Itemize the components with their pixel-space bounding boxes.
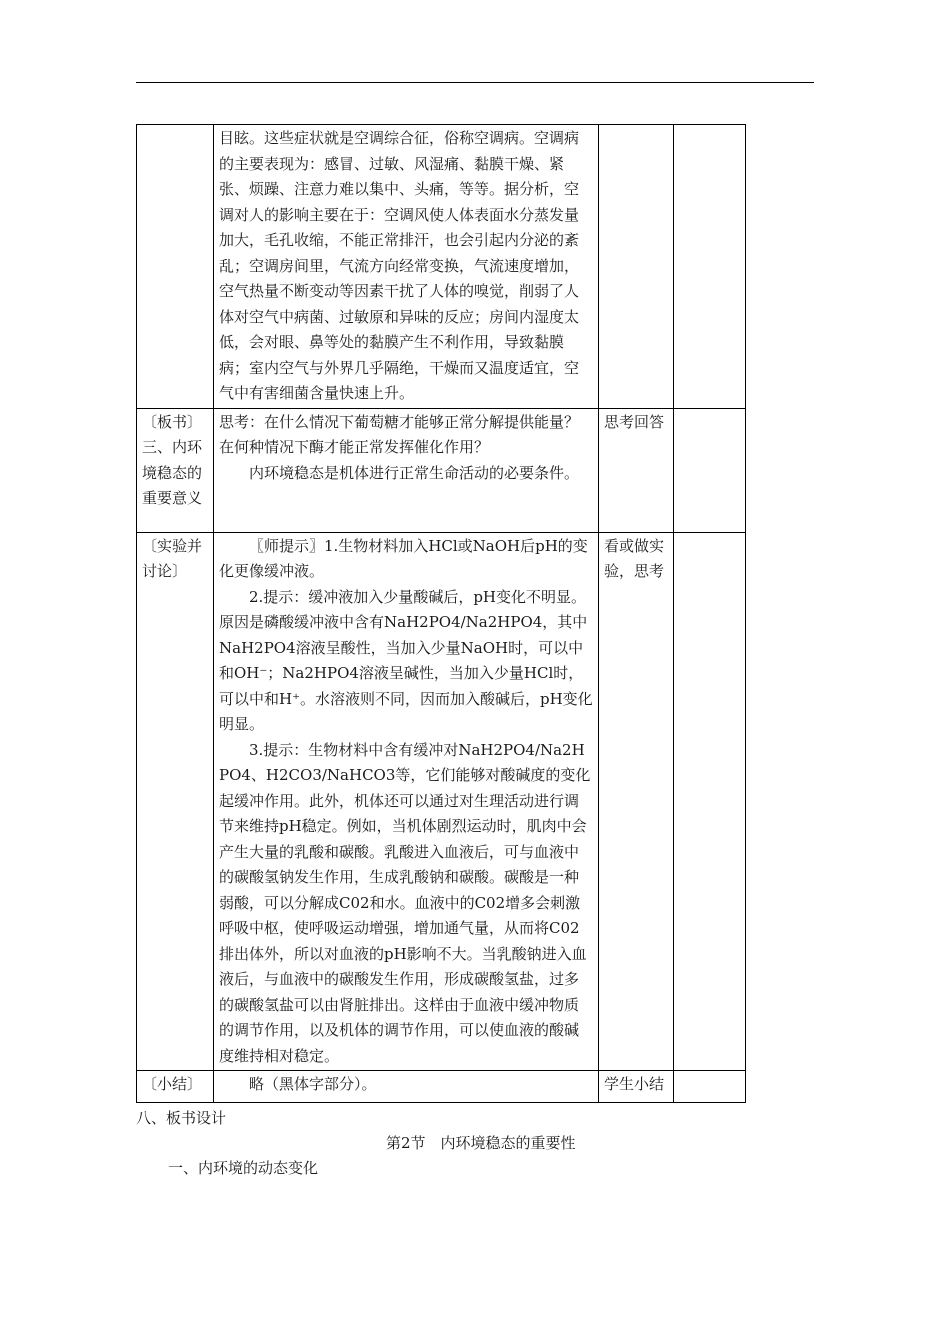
section-heading: 八、板书设计	[136, 1109, 227, 1127]
content-paragraph: 〖师提示〗1.生物材料加入HCl或NaOH后pH的变化更像缓冲液。	[219, 536, 588, 580]
board-item: 一、内环境的动态变化	[168, 1159, 319, 1177]
row-label-cell: 〔实验并讨论〕	[137, 532, 214, 1071]
content-paragraph: 3.提示：生物材料中含有缓冲对NaH2PO4/Na2HPO4、H2CO3/NaHCO3等，它们能够对酸碱度的变化起缓冲作用。此外，机体还可以通过对生理活动进行调节来维持pH稳定。例如，当机体剧烈运动时，肌肉中会产生大量的乳酸和碳酸。乳酸进入血液后，可与血液中的碳酸氢钠发生作用，生成乳酸钠和碳酸。碳酸是一种弱酸，可以分解成C02和水。血液中的C02增多会刺激呼吸中枢，使呼吸运动增强，增加通气量，从而将C02排出体外，所以对血液的pH影响不大。当乳酸钠进入血液后，与血液中的碳酸发生作用，形成碳酸氢盐，过多的碳酸氢盐可以由肾脏排出。这样由于血液中缓冲物质的调节作用，以及机体的调节作用，可以使血液的酸碱度维持相对稳定。	[219, 740, 591, 1065]
content-paragraph: 略（黑体字部分）。	[249, 1075, 377, 1093]
student-activity-cell: 看或做实验，思考	[599, 532, 674, 1071]
notes-cell	[674, 1071, 746, 1103]
content-paragraph: 2.提示：缓冲液加入少量酸碱后，pH变化不明显。原因是磷酸缓冲液中含有NaH2PO4/Na2HPO4，其中NaH2PO4溶液呈酸性，当加入少量NaOH时，可以中和OH⁻；Na2HPO4溶液呈碱性，当加入少量HCl时，可以中和H⁺。水溶液则不同，因而加入酸碱后，pH变化明显。	[219, 587, 593, 733]
table-row	[137, 408, 746, 532]
header-rule	[136, 82, 814, 83]
student-activity-cell: 思考回答	[599, 408, 674, 532]
student-activity-cell	[599, 125, 674, 409]
notes-cell	[674, 532, 746, 1071]
row-content-cell	[214, 125, 599, 409]
student-activity-cell: 学生小结	[599, 1071, 674, 1103]
table-row	[137, 532, 746, 1071]
row-content-cell	[214, 408, 599, 532]
row-content-cell	[214, 1071, 599, 1103]
table-row	[137, 1071, 746, 1103]
table-row	[137, 125, 746, 409]
notes-cell	[674, 408, 746, 532]
row-content-cell	[214, 532, 599, 1071]
row-label-cell: 〔小结〕	[137, 1071, 214, 1103]
content-paragraph: 思考：在什么情况下葡萄糖才能够正常分解提供能量？在何种情况下酶才能正常发挥催化作用？	[219, 412, 580, 456]
content-paragraph: 目眩。这些症状就是空调综合征，俗称空调病。空调病的主要表现为：感冒、过敏、风湿痛、黏膜干燥、紧张、烦躁、注意力难以集中、头痛，等等。据分析，空调对人的影响主要在于：空调风使人体表面水分蒸发量加大，毛孔收缩，不能正常排汗，也会引起内分泌的紊乱；空调房间里，气流方向经常变换，气流速度增加，空气热量不断变动等因素干扰了人体的嗅觉，削弱了人体对空气中病菌、过敏原和异味的反应；房间内湿度太低，会对眼、鼻等处的黏膜产生不利作用，导致黏膜病；室内空气与外界几乎隔绝，干燥而又温度适宜，空气中有害细菌含量快速上升。	[219, 129, 580, 402]
content-paragraph: 内环境稳态是机体进行正常生命活动的必要条件。	[249, 463, 580, 482]
row-label-cell	[137, 125, 214, 409]
lesson-table	[136, 124, 746, 1103]
board-title: 第2节 内环境稳态的重要性	[386, 1134, 576, 1152]
notes-cell	[674, 125, 746, 409]
row-label-cell: 〔板书〕三、内环境稳态的重要意义	[137, 408, 214, 532]
